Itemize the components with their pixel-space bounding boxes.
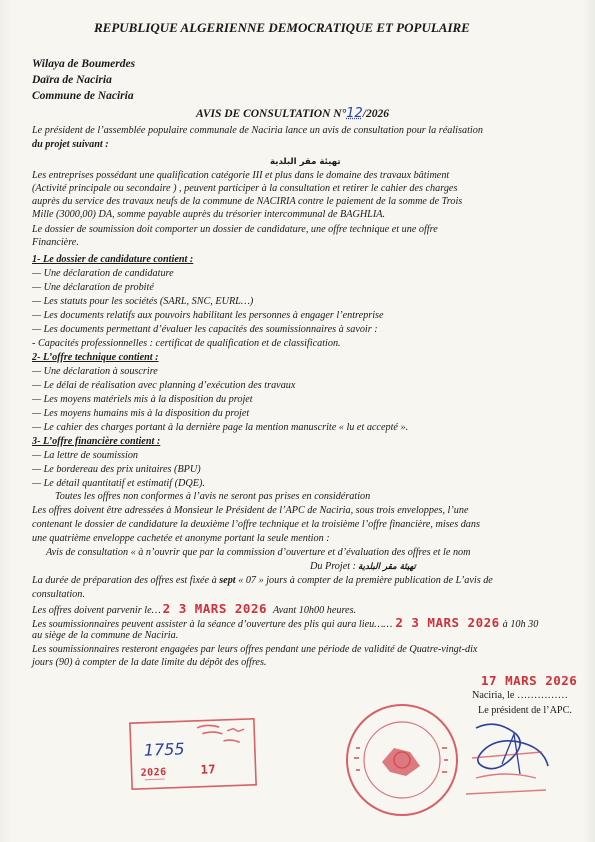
notice-title-prefix: AVIS DE CONSULTATION N° bbox=[196, 108, 347, 120]
registry-day: 17 bbox=[200, 762, 217, 777]
registry-year: 2026 bbox=[140, 766, 167, 779]
opening-dots: …… bbox=[374, 619, 393, 630]
du-projet-arabic: تهيئة مقر البلدية bbox=[358, 562, 416, 572]
deadline-date-stamp: 2 3 MARS 2026 bbox=[162, 601, 267, 616]
section1-item: — Les documents permettant d’évaluer les capacités des soumissionnaires à savoir : bbox=[32, 324, 378, 335]
section1-item: — Une déclaration de candidature bbox=[32, 268, 174, 279]
registry-number: 1755 bbox=[143, 739, 185, 760]
notice-title bbox=[196, 107, 389, 121]
section1-item: — Une déclaration de probité bbox=[32, 282, 154, 293]
section2-item: — Les moyens humains mis à la disposition du projet bbox=[32, 408, 250, 419]
section2-item: — Le délai de réalisation avec planning d’exécution des travaux bbox=[32, 380, 296, 391]
deadline-dots: … bbox=[151, 605, 161, 616]
duration-prefix: La durée de préparation des offres est fixée à bbox=[32, 575, 220, 586]
section2-title: 2- L’offre technique contient : bbox=[32, 352, 159, 363]
project-name-arabic: تهيئة مقر البلدية bbox=[270, 157, 341, 167]
dossier-intro-line-2: Financière. bbox=[32, 237, 79, 248]
section1-item: — Les statuts pour les sociétés (SARL, SNC, EURL…) bbox=[32, 296, 254, 307]
intro-line-1: Le président de l’assemblée populaire communale de Naciria lance un avis de consultation pour la réalisation bbox=[32, 125, 483, 136]
validity-line-1: Les soumissionnaires resteront engagées par leurs offres pendant une période de validité de Quatre-vingt-dix bbox=[32, 644, 478, 655]
duration-sept: sept bbox=[219, 575, 236, 586]
signature-graphic bbox=[446, 708, 576, 808]
opening-date-stamp: 2 3 MARS 2026 bbox=[395, 615, 500, 630]
commune-line: Commune de Naciria bbox=[32, 90, 134, 102]
opening-line-2: au siège de la commune de Naciria. bbox=[32, 630, 179, 641]
du-projet-line bbox=[310, 561, 416, 573]
signature-date-stamp: 17 MARS 2026 bbox=[481, 673, 578, 688]
intro-line-2: du projet suivant : bbox=[32, 139, 109, 150]
deadline-suffix: Avant 10h00 heures. bbox=[273, 605, 357, 616]
section1-item: — Les documents relatifs aux pouvoirs habilitant les personnes à engager l’entreprise bbox=[32, 310, 384, 321]
envelopes-line-2: contenant le dossier de candidature la deuxième l’offre technique et la troisième l’offre financière, mises dans bbox=[32, 519, 480, 530]
section2-item: — Une déclaration à souscrire bbox=[32, 366, 158, 377]
section3-title: 3- L’offre financière contient : bbox=[32, 436, 161, 447]
official-seal bbox=[342, 700, 462, 820]
deadline-prefix: Les offres doivent parvenir le bbox=[32, 605, 152, 616]
opening-suffix: à 10h 30 bbox=[502, 619, 539, 630]
eligibility-line-4: Mille (3000,00) DA, somme payable auprès du trésorier intercommunal de BAGHLIA. bbox=[32, 209, 386, 220]
registry-stamp bbox=[127, 716, 259, 792]
eligibility-line-1: Les entreprises possédant une qualification catégorie III et plus dans le domaine des travaux bâtiment bbox=[32, 170, 450, 181]
du-projet-label: Du Projet : bbox=[310, 561, 357, 572]
seal-graphic bbox=[342, 700, 462, 820]
section1-title: 1- Le dossier de candidature contient : bbox=[32, 254, 194, 265]
signature-role: Le président de l’APC. bbox=[478, 705, 572, 716]
dossier-intro-line-1: Le dossier de soumission doit comporter un dossier de candidature, une offre technique et une offre bbox=[32, 224, 438, 235]
opening-prefix: Les soumissionnaires peuvent assister à la séance d’ouverture des plis qui aura lieu bbox=[32, 619, 375, 630]
envelopes-line-3: une quatrième enveloppe cachetée et anonyme portant la seule mention : bbox=[32, 533, 330, 544]
duration-middle: « 07 » jours à compter de la première publication de L’avis de bbox=[235, 575, 493, 586]
section1-item: - Capacités professionnelles : certificat de qualification et de classification. bbox=[32, 338, 341, 349]
non-conform-note: Toutes les offres non conformes à l’avis ne seront pas prises en considération bbox=[55, 491, 371, 502]
validity-line-2: jours (90) à compter de la date limite du dépôt des offres. bbox=[32, 657, 267, 668]
section3-item: — Le bordereau des prix unitaires (BPU) bbox=[32, 464, 201, 475]
wilaya-line: Wilaya de Boumerdes bbox=[32, 58, 136, 70]
section3-item: — Le détail quantitatif et estimatif (DQE). bbox=[32, 478, 205, 489]
signature-place-date: Naciria, le …………… bbox=[472, 690, 568, 701]
section2-item: — Le cahier des charges portant à la dernière page la mention manuscrite « lu et accepté ». bbox=[32, 422, 409, 433]
duration-line-2: consultation. bbox=[32, 589, 85, 600]
eligibility-line-3: auprès du service des travaux neufs de la commune de NACIRIA contre le paiement de la somme de Trois bbox=[32, 196, 463, 207]
eligibility-line-2: (Activité principale ou secondaire ) , peuvent participer à la consultation et retirer le cahier des charges bbox=[32, 183, 458, 194]
notice-number-handwritten: 12 bbox=[346, 106, 363, 121]
deadline-line bbox=[32, 603, 356, 617]
daira-line: Daïra de Naciria bbox=[32, 74, 112, 86]
notice-title-suffix: /2026 bbox=[362, 108, 389, 120]
envelopes-line-1: Les offres doivent être adressées à Monsieur le Président de l’APC de Naciria, sous trois enveloppes, l’une bbox=[32, 505, 469, 516]
envelopes-line-4: Avis de consultation « à n’ouvrir que par la commission d’ouverture et d’évaluation des offres et le nom bbox=[46, 547, 471, 558]
republic-heading: REPUBLIQUE ALGERIENNE DEMOCRATIQUE ET POPULAIRE bbox=[94, 20, 470, 35]
opening-line-1 bbox=[32, 617, 538, 631]
duration-line-1 bbox=[32, 575, 493, 587]
section3-item: — La lettre de soumission bbox=[32, 450, 139, 461]
handwritten-signature bbox=[446, 708, 576, 808]
section2-item: — Les moyens matériels mis à la disposition du projet bbox=[32, 394, 253, 405]
